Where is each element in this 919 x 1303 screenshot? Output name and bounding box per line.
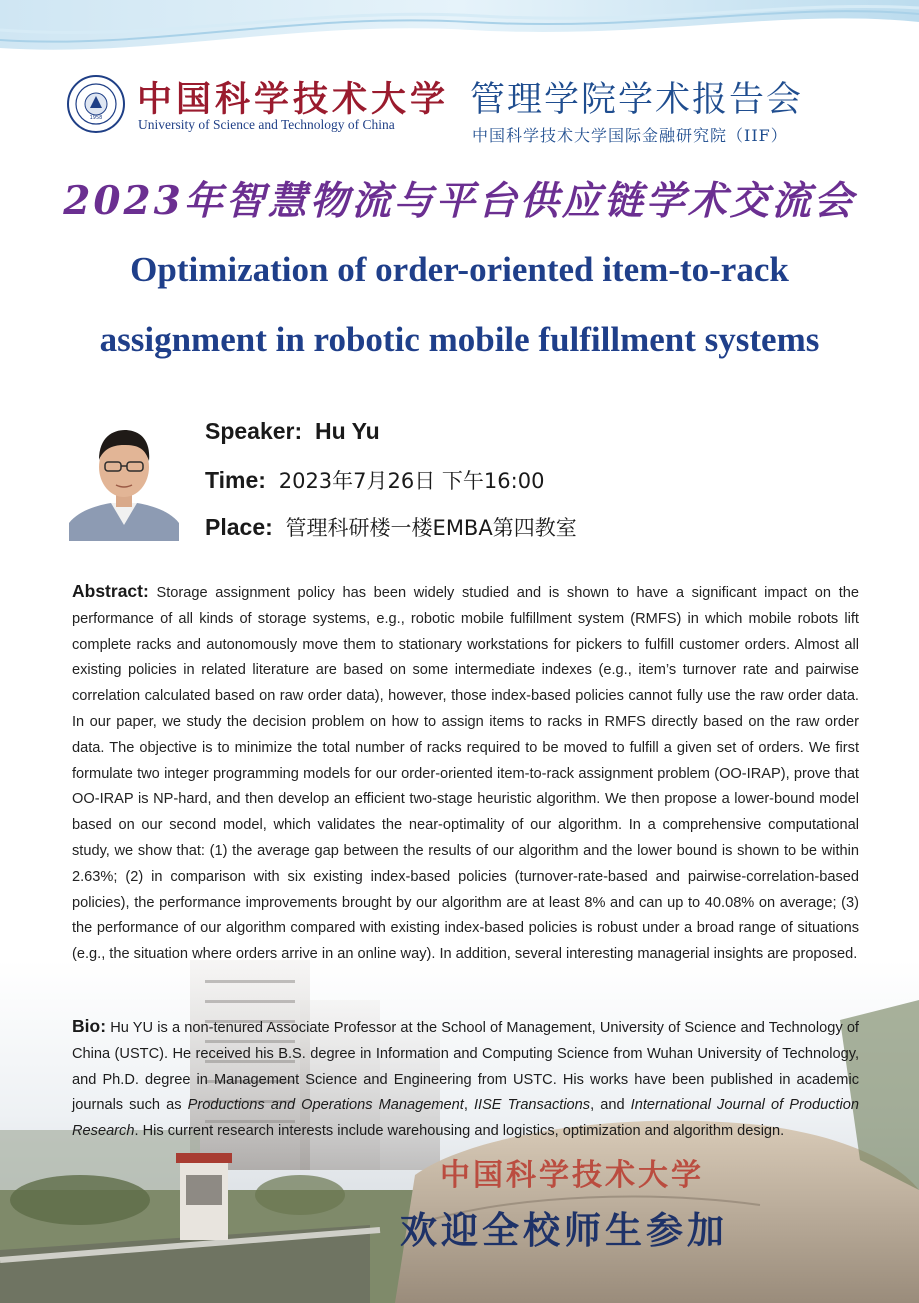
bio-sep-1: ,	[463, 1097, 474, 1114]
abstract-label: Abstract:	[72, 581, 149, 601]
report-series-title: 管理学院学术报告会	[470, 80, 804, 120]
university-name-en: University of Science and Technology of China	[138, 117, 395, 132]
event-title: 2023年智慧物流与平台供应链学术交流会	[63, 178, 856, 224]
abstract-text: Storage assignment policy has been widely studied and is shown to have a significant impact on the performance of all kinds of storage systems, e.g., robotic mobile fulfillment system (RMFS) in which mobile robots lift complete racks and autonomously move them to stationary workstations for pickers to fulfill customer orders. Almost all existing policies in related literature are based on some intermediate indexes (e.g., item’s turnover rate and pairwise correlation calculated based on raw order data), however, those index-based policies cannot fully use the raw order data. In our paper, we study the decision problem on how to assign items to racks in RMFS directly based on the raw order data. The objective is to minimize the total number of racks required to be moved to fulfill a given set of orders. We first formulate two integer programming models for our order-oriented item-to-rack assignment problem (OO-IRAP), prove that OO-IRAP is NP-hard, and then develop an efficient two-stage heuristic algorithm. We then propose a lower-bound model based on our second model, which validates the near-optimality of our algorithm. In a comprehensive computational study, we show that: (1) the average gap between the results of our algorithm and the lower bound is shown to be within 2.63%; (2) in comparison with six existing index-based policies (turnover-rate-based and pairwise-correlation-based policies), the performance improvements brought by our algorithm are at least 8% and can up to 40.08% on average; (3) the performance of our algorithm compared with existing index-based policies is robust under a broad range of situations (e.g., the situation where orders arrive in an online way). In addition, several interesting managerial insights are proposed.	[72, 585, 859, 963]
place-row	[205, 512, 577, 542]
talk-title-line-2: assignment in robotic mobile fulfillment systems	[99, 320, 820, 359]
university-name-cn: 中国科学技术大学	[137, 79, 450, 120]
university-seal-logo	[66, 74, 126, 134]
bio-journal-1: Productions and Operations Management	[187, 1097, 464, 1114]
top-wave-decoration	[0, 0, 919, 70]
bio-journal-2: IISE Transactions	[473, 1097, 591, 1114]
bio-paragraph	[72, 1014, 859, 1145]
welcome-slogan: 欢迎全校师生参加	[400, 1208, 728, 1252]
time-row	[205, 465, 544, 495]
bio-sep-2: , and	[590, 1097, 631, 1114]
bio-journal-3: International Journal of Production Research	[72, 1097, 860, 1140]
abstract-paragraph	[72, 579, 859, 968]
speaker-row	[205, 418, 380, 445]
speaker-label: Speaker:	[205, 418, 303, 444]
bio-label: Bio:	[72, 1016, 107, 1036]
bio-text-part1: Hu YU is a non-tenured Associate Professor at the School of Management, University of Science and Technology of China (USTC). He received his B.S. degree in Information and Computing Science from Wuhan University of Technology, and Ph.D. degree in Management Science and Engineering from USTC. His works have been published in academic journals such as	[72, 1020, 859, 1114]
stone-inscription: 中国科学技术大学	[440, 1158, 704, 1193]
place-label: Place:	[205, 514, 273, 540]
place-value: 管理科研楼一楼EMBA第四教室	[285, 516, 577, 540]
report-series-subtitle: 中国科学技术大学国际金融研究院（IIF）	[472, 126, 788, 145]
bio-text-part2: . His current research interests include warehousing and logistics, optimization and algorithm design.	[134, 1123, 785, 1140]
seal-year: 1958	[89, 115, 103, 121]
time-label: Time:	[205, 467, 266, 493]
time-value: 2023年7月26日 下午16:00	[278, 469, 545, 493]
speaker-photo	[69, 415, 179, 541]
speaker-name: Hu Yu	[314, 418, 380, 444]
talk-title-line-1: Optimization of order-oriented item-to-rack	[130, 250, 789, 289]
